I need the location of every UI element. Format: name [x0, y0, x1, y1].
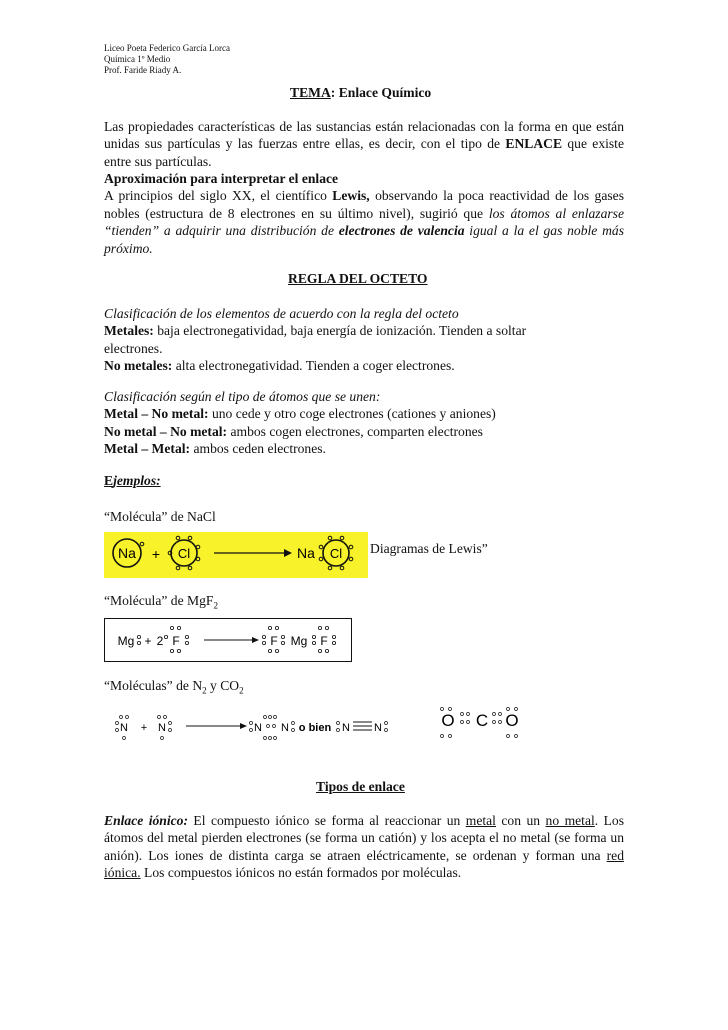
examples-rest: jemplos: [113, 473, 161, 488]
bond-types-title [316, 778, 405, 795]
nonmetals-text: alta electronegatividad. Tienden a coger electrones. [172, 358, 455, 374]
nacl-lewis-diagram [104, 532, 368, 578]
n-symbol: N [120, 722, 128, 734]
metals-label: Metales: [104, 323, 154, 339]
n-triple-left: N [342, 722, 350, 734]
mg-product-symbol: Mg [290, 634, 308, 648]
metal-nonmetal-label: Metal – No metal: [104, 406, 209, 422]
intro-text-2: que existe entre sus partículas. [104, 136, 624, 169]
f-right-symbol: F [320, 634, 328, 648]
approx-italic-2: igual a la el gas noble más próximo. [104, 223, 624, 256]
n2co2-caption-b: y CO [206, 678, 240, 693]
examples-heading [104, 472, 161, 489]
approx-text-2: observando la poca reactividad de los gases nobles (estructura de 8 electrones en su último nivel), sugirió que [104, 188, 624, 221]
mgf2-lewis-diagram [104, 618, 352, 662]
nonmetal-nonmetal-text: ambos cogen electrones, comparten electrones [227, 423, 483, 439]
ionic-nonmetal: no metal [545, 813, 595, 828]
co2-sub: 2 [239, 685, 244, 696]
o-right-symbol: O [505, 711, 519, 730]
cl-symbol: Cl [177, 546, 191, 561]
plus-sign: + [140, 722, 148, 734]
ionic-text-2: con un [495, 813, 546, 828]
ionic-paragraph [104, 812, 624, 882]
f-symbol: F [172, 634, 180, 648]
metal-nonmetal-text: uno cede y otro coge electrones (cationes y aniones) [208, 406, 496, 422]
bond-types-title-text: Tipos de enlace [316, 779, 405, 794]
ionic-text-4: Los compuestos iónicos no están formados por moléculas. [140, 865, 462, 881]
o-bien-label: o bien [298, 722, 332, 734]
title-text: : Enlace Químico [330, 85, 432, 100]
metals-text: baja electronegatividad, baja energía de ionización. Tienden a soltar electrones. [104, 323, 527, 356]
n2-lewis-diagram [110, 708, 400, 744]
c-symbol: C [475, 711, 489, 730]
lewis-caption: Diagramas de Lewis” [370, 541, 488, 556]
na-product-symbol: Na [297, 545, 315, 561]
mg-symbol: Mg [117, 634, 135, 648]
nonmetal-nonmetal-label: No metal – No metal: [104, 423, 228, 439]
cl-product-symbol: Cl [329, 546, 343, 561]
coefficient: 2 [156, 634, 164, 648]
nacl-caption: “Molécula” de NaCl [104, 509, 216, 524]
title-label: TEMA [290, 85, 331, 100]
n-triple-right: N [374, 722, 382, 734]
ionic-text-3: . Los átomos del metal pierden electrones (se forma un catión) y los acepta el no metal (se forma un anión). Los iones de distinta carga se atraen eléctricamente, se ordenan y forman una [104, 813, 625, 863]
octet-title-text: REGLA DEL OCTETO [288, 271, 428, 286]
na-symbol: Na [118, 545, 136, 561]
classification-1 [104, 305, 584, 375]
n-product-right: N [281, 722, 289, 734]
approx-text-1: A principios del siglo XX, el científico [104, 188, 333, 204]
n-product-left: N [254, 722, 262, 734]
intro-paragraph [104, 118, 624, 170]
intro-enlace: ENLACE [505, 136, 563, 152]
ionic-label: Enlace iónico: [104, 813, 188, 828]
intro-text-1: Las propiedades características de las sustancias están relacionadas con la forma en que están unidas sus partículas y las fuerzas entre ellas, es decir, con el tipo de [104, 119, 624, 152]
f-left-symbol: F [270, 634, 278, 648]
plus-sign: + [144, 634, 152, 648]
ionic-metal: metal [465, 813, 496, 828]
mgf2-caption-text: “Molécula” de MgF [104, 593, 214, 608]
o-left-symbol: O [441, 711, 455, 730]
header-school: Liceo Poeta Federico García Lorca [104, 43, 230, 53]
classification-2 [104, 388, 624, 458]
n-symbol-2: N [158, 722, 166, 734]
n2co2-caption [104, 677, 244, 700]
mgf2-caption-sub: 2 [213, 600, 218, 611]
approx-lewis: Lewis, [332, 188, 370, 204]
metal-metal-label: Metal – Metal: [104, 441, 191, 457]
arrow-head [240, 723, 247, 729]
examples-first-letter: E [104, 473, 114, 488]
co2-lewis-diagram [432, 700, 532, 742]
plus-sign: + [151, 546, 161, 562]
octet-title [288, 270, 428, 287]
approx-valence: electrones de valencia [338, 223, 465, 239]
ionic-red: red iónica. [104, 847, 624, 881]
ionic-text-1: El compuesto iónico se forma al reaccionar un [187, 813, 466, 828]
mgf2-caption [104, 592, 218, 615]
n2co2-caption-a: “Moléculas” de N [104, 678, 203, 693]
classification-2-heading: Clasificación según el tipo de átomos que se unen: [104, 389, 381, 404]
nonmetals-label: No metales: [104, 358, 173, 374]
n2-sub: 2 [202, 685, 207, 696]
approx-italic-1: los átomos al enlazarse “tienden” a adquirir una distribución de [104, 205, 624, 239]
classification-1-heading: Clasificación de los elementos de acuerdo con la regla del octeto [104, 306, 459, 321]
page-title [290, 84, 431, 101]
header-course: Química 1º Medio [104, 54, 171, 64]
approx-heading: Aproximación para interpretar el enlace [104, 171, 339, 186]
header-teacher: Prof. Faride Riady A. [104, 65, 182, 75]
metal-metal-text: ambos ceden electrones. [190, 441, 326, 457]
approx-paragraph [104, 170, 624, 257]
